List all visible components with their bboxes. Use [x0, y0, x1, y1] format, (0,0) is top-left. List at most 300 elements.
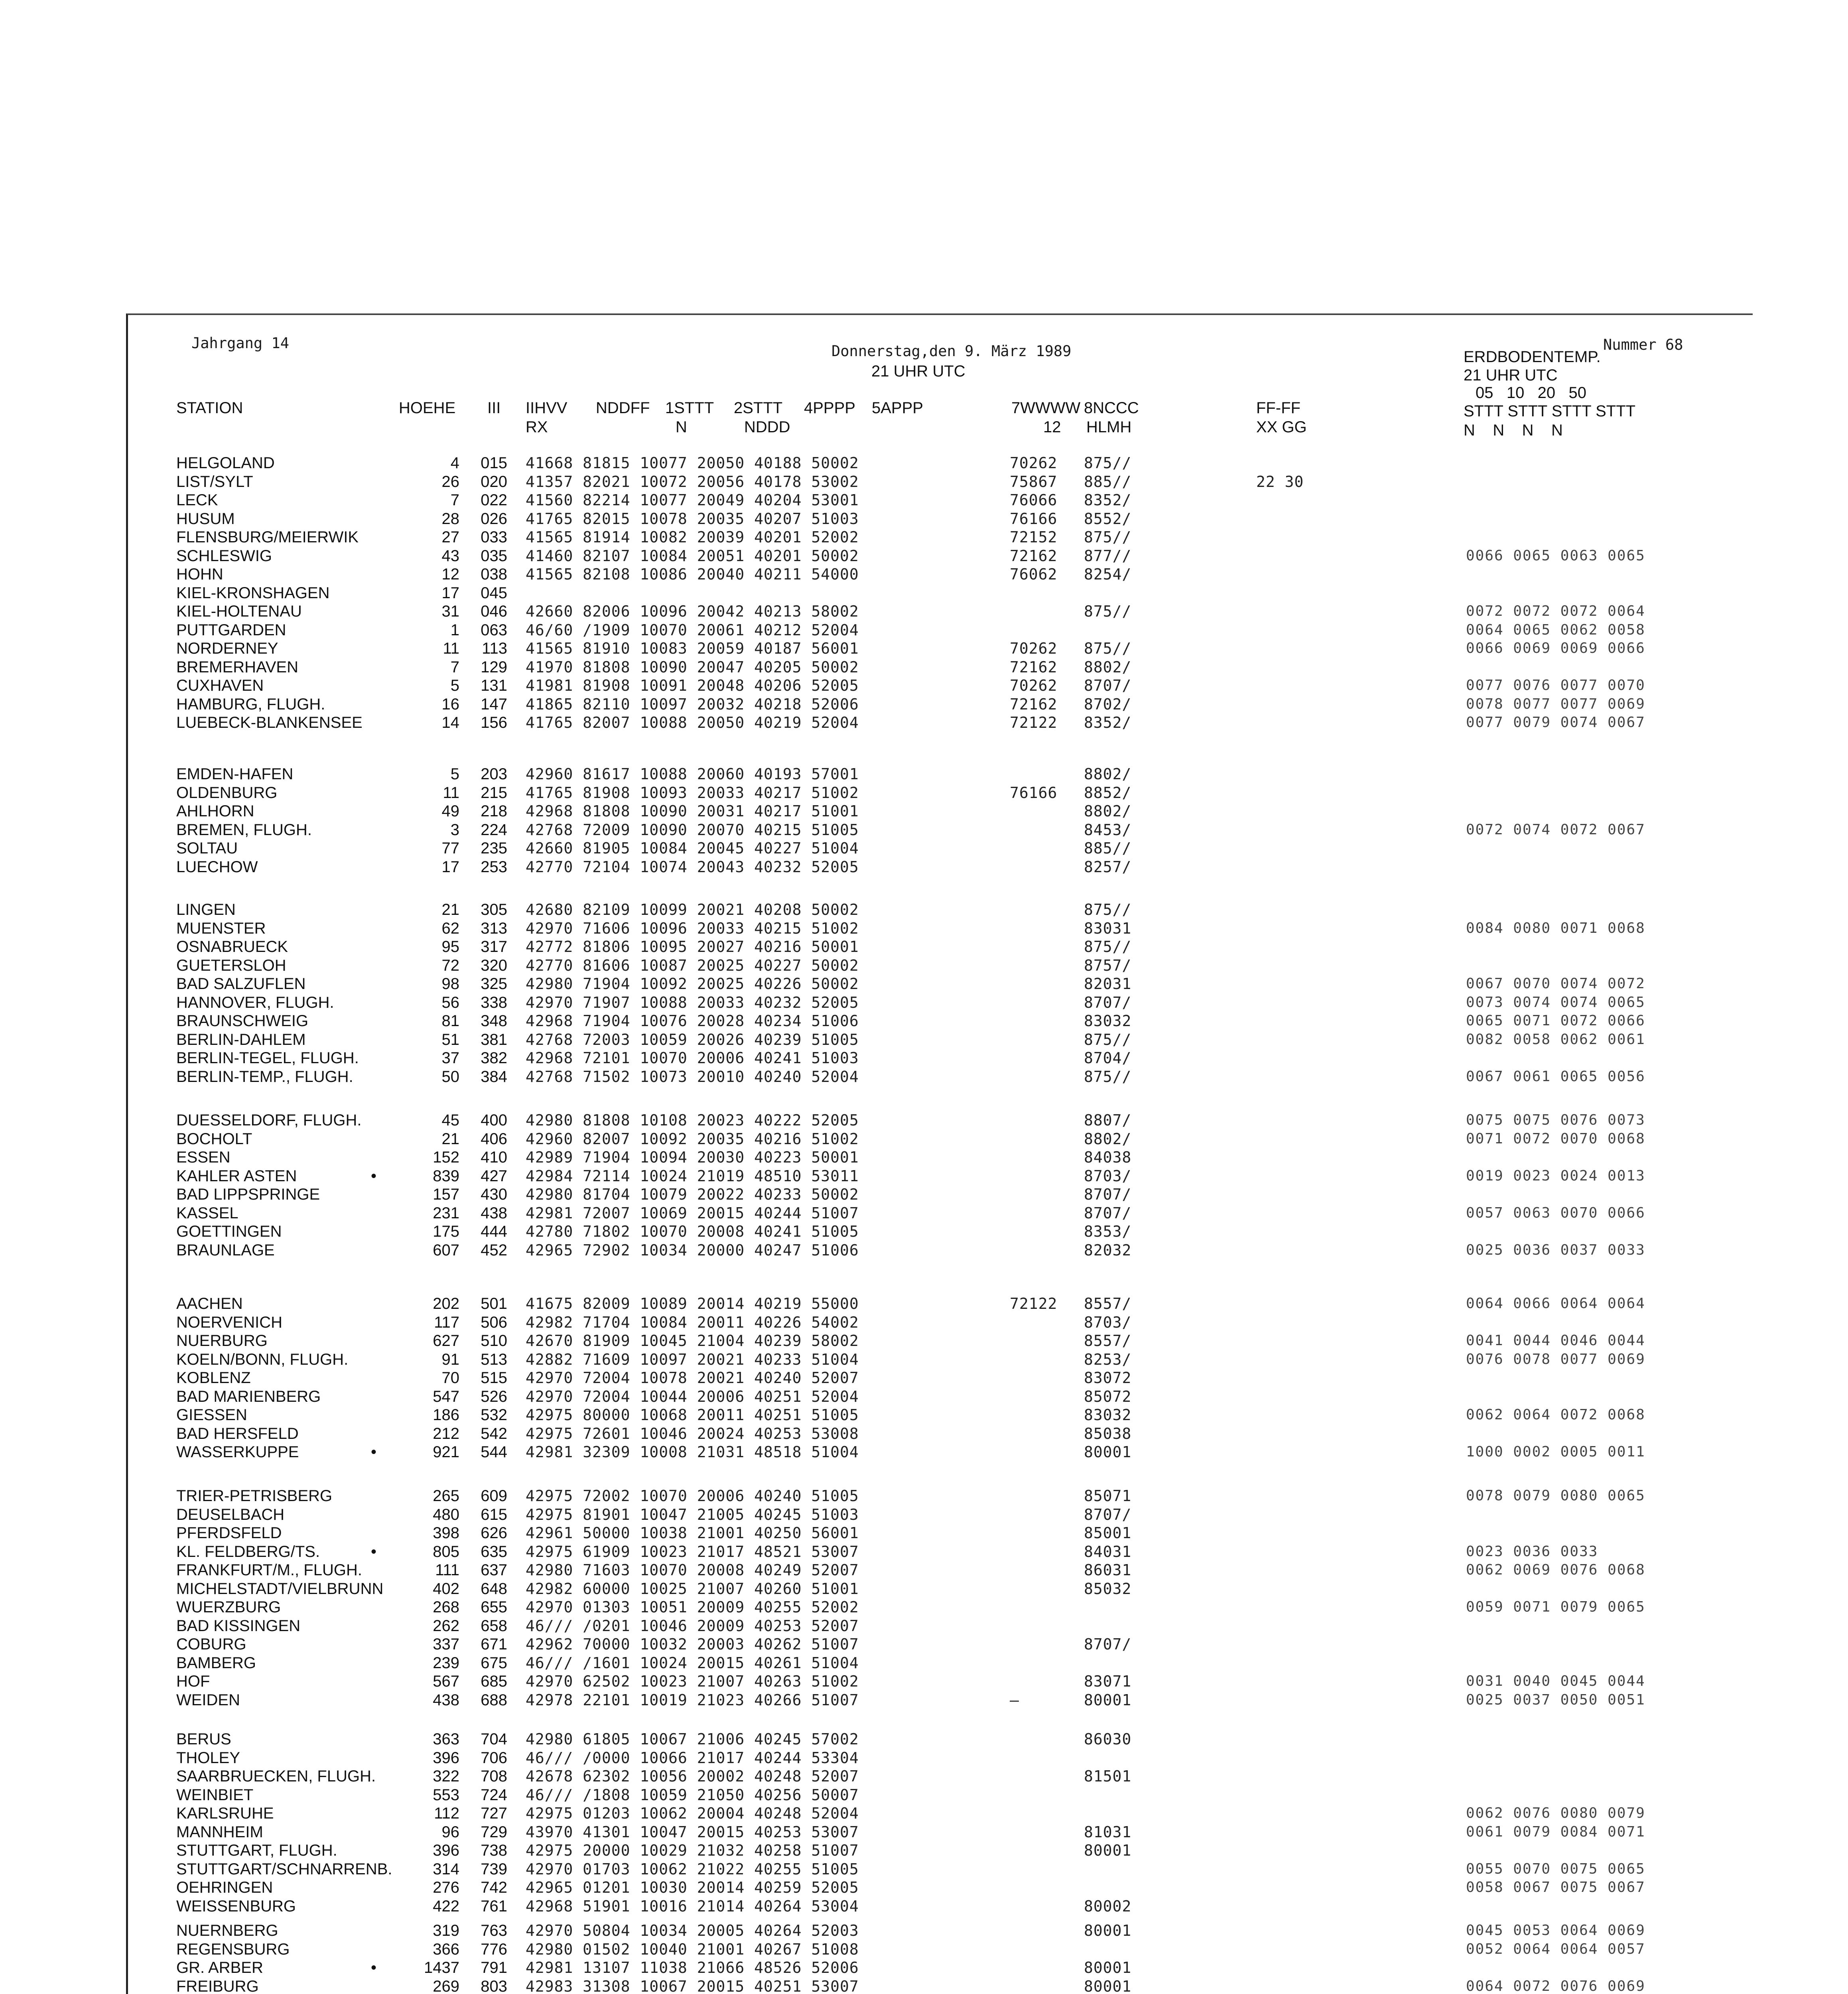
table-row	[0, 584, 1848, 602]
station-height: 77	[441, 839, 459, 857]
station-name: OEHRINGEN	[176, 1879, 273, 1896]
synop-codes: 42975 61909 10023 21017 48521 53007	[526, 1543, 859, 1561]
station-id: 738	[481, 1842, 507, 1859]
table-row	[0, 1959, 1848, 1977]
synop-codes: 41357 82021 10072 20056 40178 53002	[526, 473, 859, 491]
synop-codes: 42680 82109 10099 20021 40208 50002	[526, 901, 859, 918]
station-id: 803	[481, 1978, 507, 1994]
table-row	[0, 695, 1848, 713]
soil-temp: 0059 0071 0079 0065	[1466, 1599, 1645, 1615]
station-id: 675	[481, 1654, 507, 1672]
synop-codes: 41565 82108 10086 20040 40211 54000	[526, 565, 859, 583]
cloud-code: 82032	[1084, 1241, 1132, 1259]
station-name: BREMERHAVEN	[176, 658, 298, 676]
station-name: HOHN	[176, 565, 223, 583]
synop-codes: 41560 82214 10077 20049 40204 53001	[526, 491, 859, 509]
station-name: ESSEN	[176, 1149, 231, 1166]
synop-codes: 42970 71606 10096 20033 40215 51002	[526, 920, 859, 937]
station-name: TRIER-PETRISBERG	[176, 1487, 333, 1505]
synop-codes: 42980 81704 10079 20022 40233 50002	[526, 1186, 859, 1203]
station-height: 480	[433, 1506, 459, 1523]
table-row	[0, 1369, 1848, 1387]
cloud-code: 85071	[1084, 1487, 1132, 1505]
station-name: BAD MARIENBERG	[176, 1388, 321, 1405]
cloud-code: 81501	[1084, 1767, 1132, 1785]
col-hoehe: HOEHE	[399, 399, 456, 417]
table-row	[0, 602, 1848, 621]
weather-code: 72162	[1010, 547, 1058, 565]
station-id: 655	[481, 1598, 507, 1616]
table-row	[0, 919, 1848, 938]
station-height: 175	[433, 1223, 459, 1240]
table-row	[0, 1130, 1848, 1148]
station-name: WASSERKUPPE	[176, 1443, 299, 1461]
synop-codes: 42981 72007 10069 20015 40244 51007	[526, 1204, 859, 1222]
station-height: 27	[441, 528, 459, 546]
erd-title: ERDBODENTEMP.	[1464, 348, 1601, 366]
soil-temp: 0077 0079 0074 0067	[1466, 714, 1645, 731]
synop-codes: 41865 82110 10097 20032 40218 52006	[526, 696, 859, 713]
col-1sttt: 1STTT	[665, 399, 714, 417]
synop-codes: 42970 62502 10023 21007 40263 51002	[526, 1673, 859, 1690]
station-id: 776	[481, 1941, 507, 1958]
station-id: 033	[481, 528, 507, 546]
cloud-code: 8253/	[1084, 1351, 1132, 1368]
table-row	[0, 1487, 1848, 1505]
station-name: GIESSEN	[176, 1406, 247, 1424]
station-name: CUXHAVEN	[176, 677, 264, 694]
weather-code: 70262	[1010, 640, 1058, 657]
soil-temp: 0072 0074 0072 0067	[1466, 822, 1645, 838]
station-height: 17	[441, 858, 459, 876]
table-row	[0, 1406, 1848, 1424]
station-name: PUTTGARDEN	[176, 621, 286, 639]
table-row	[0, 1332, 1848, 1350]
soil-temp: 0073 0074 0074 0065	[1466, 994, 1645, 1011]
station-name: FREIBURG	[176, 1978, 259, 1994]
weather-code: 72162	[1010, 658, 1058, 676]
station-id: 305	[481, 901, 507, 918]
station-height: 366	[433, 1941, 459, 1958]
station-height: 805	[433, 1543, 459, 1561]
cloud-code: 8352/	[1084, 491, 1132, 509]
station-height: 49	[441, 802, 459, 820]
station-id: 658	[481, 1617, 507, 1635]
station-name: HAMBURG, FLUGH.	[176, 696, 325, 713]
synop-codes: 42975 81901 10047 21005 40245 51003	[526, 1506, 859, 1523]
station-height: 314	[433, 1860, 459, 1878]
synop-codes: 42983 31308 10067 20015 40251 53007	[526, 1978, 859, 1994]
cloud-code: 85072	[1084, 1388, 1132, 1405]
station-name: LINGEN	[176, 901, 236, 918]
table-row	[0, 1860, 1848, 1878]
station-id: 203	[481, 765, 507, 783]
cloud-code: 8254/	[1084, 565, 1132, 583]
station-name: FLENSBURG/MEIERWIK	[176, 528, 359, 546]
synop-codes: 42970 72004 10078 20021 40240 52007	[526, 1369, 859, 1387]
station-height: 202	[433, 1295, 459, 1312]
date-label: Donnerstag,den 9. März 1989	[831, 343, 1072, 360]
synop-codes: 42975 72601 10046 20024 40253 53008	[526, 1425, 859, 1442]
table-row	[0, 1425, 1848, 1443]
station-height: 45	[441, 1111, 459, 1129]
station-height: 152	[433, 1149, 459, 1166]
col-1sttt-n: N	[676, 418, 687, 436]
synop-codes: 42960 81617 10088 20060 40193 57001	[526, 765, 859, 783]
soil-temp: 0023 0036 0033	[1466, 1543, 1598, 1560]
station-height: 37	[441, 1049, 459, 1067]
cloud-code: 83032	[1084, 1406, 1132, 1424]
soil-temp: 0058 0067 0075 0067	[1466, 1879, 1645, 1895]
cloud-code: 80001	[1084, 1959, 1132, 1976]
soil-temp: 0067 0070 0074 0072	[1466, 975, 1645, 992]
cloud-code: 8552/	[1084, 510, 1132, 528]
station-id: 406	[481, 1130, 507, 1148]
synop-codes: 41765 82015 10078 20035 40207 51003	[526, 510, 859, 528]
synop-codes: 46/60 /1909 10070 20061 40212 52004	[526, 621, 859, 639]
station-name: WUERZBURG	[176, 1598, 281, 1616]
mountain-marker: •	[371, 1543, 377, 1561]
station-height: 17	[441, 584, 459, 602]
soil-temp: 0064 0066 0064 0064	[1466, 1295, 1645, 1312]
table-row	[0, 1598, 1848, 1616]
station-name: SCHLESWIG	[176, 547, 272, 565]
table-row	[0, 547, 1848, 565]
station-id: 348	[481, 1012, 507, 1030]
cloud-code: 885//	[1084, 473, 1132, 491]
synop-codes: 41668 81815 10077 20050 40188 50002	[526, 454, 859, 472]
synop-codes: 42970 71907 10088 20033 40232 52005	[526, 994, 859, 1011]
soil-temp: 0066 0069 0069 0066	[1466, 640, 1645, 656]
soil-temp: 0061 0079 0084 0071	[1466, 1824, 1645, 1840]
erd-stt: STTT STTT STTT STTT	[1464, 402, 1636, 420]
table-row	[0, 900, 1848, 919]
station-name: GUETERSLOH	[176, 957, 286, 974]
station-name: STUTTGART, FLUGH.	[176, 1842, 337, 1859]
station-id: 526	[481, 1388, 507, 1405]
station-name: KL. FELDBERG/TS.	[176, 1543, 320, 1561]
station-id: 609	[481, 1487, 507, 1505]
station-id: 671	[481, 1635, 507, 1653]
station-name: BERLIN-TEMP., FLUGH.	[176, 1068, 353, 1086]
station-name: WEINBIET	[176, 1786, 254, 1804]
table-row	[0, 1940, 1848, 1959]
station-name: BAD LIPPSPRINGE	[176, 1186, 320, 1203]
soil-temp: 1000 0002 0005 0011	[1466, 1444, 1645, 1460]
table-row	[0, 1897, 1848, 1915]
station-name: BRAUNSCHWEIG	[176, 1012, 309, 1030]
station-id: 038	[481, 565, 507, 583]
station-name: MUENSTER	[176, 920, 266, 937]
table-row	[0, 1012, 1848, 1030]
station-height: 56	[441, 994, 459, 1011]
cloud-code: 85032	[1084, 1580, 1132, 1598]
station-id: 742	[481, 1879, 507, 1896]
col-7wwww: 7WWWW	[1011, 399, 1081, 417]
synop-codes: 42965 01201 10030 20014 40259 52005	[526, 1879, 859, 1896]
station-id: 635	[481, 1543, 507, 1561]
station-height: 4	[450, 454, 459, 472]
station-name: OLDENBURG	[176, 784, 278, 802]
table-row	[0, 1767, 1848, 1785]
station-height: 212	[433, 1425, 459, 1442]
station-height: 363	[433, 1730, 459, 1748]
weather-code: 72162	[1010, 696, 1058, 713]
station-name: MANNHEIM	[176, 1823, 263, 1841]
station-id: 320	[481, 957, 507, 974]
station-height: 11	[443, 640, 459, 657]
synop-codes: 42982 71704 10084 20011 40226 54002	[526, 1314, 859, 1331]
synop-codes: 42981 13107 11038 21066 48526 52006	[526, 1959, 859, 1976]
table-row	[0, 491, 1848, 509]
station-name: THOLEY	[176, 1749, 240, 1767]
station-height: 322	[433, 1767, 459, 1785]
col-iihvv: IIHVV	[526, 399, 567, 417]
station-height: 269	[433, 1978, 459, 1994]
synop-codes: 42980 61805 10067 21006 40245 57002	[526, 1730, 859, 1748]
station-name: REGENSBURG	[176, 1941, 290, 1958]
synop-codes: 42768 72003 10059 20026 40239 51005	[526, 1031, 859, 1048]
synop-codes: 42768 72009 10090 20070 40215 51005	[526, 821, 859, 839]
cloud-code: 82031	[1084, 975, 1132, 993]
table-row	[0, 1505, 1848, 1524]
station-name: KARLSRUHE	[176, 1805, 274, 1822]
station-name: KASSEL	[176, 1204, 238, 1222]
table-row	[0, 1295, 1848, 1313]
table-row	[0, 1749, 1848, 1767]
table-row	[0, 658, 1848, 676]
synop-codes: 42975 20000 10029 21032 40258 51007	[526, 1842, 859, 1859]
synop-codes: 43970 41301 10047 20015 40253 53007	[526, 1823, 859, 1841]
table-row	[0, 1443, 1848, 1461]
station-id: 510	[481, 1332, 507, 1350]
station-id: 235	[481, 839, 507, 857]
cloud-code: 81031	[1084, 1823, 1132, 1841]
station-id: 063	[481, 621, 507, 639]
soil-temp: 0082 0058 0062 0061	[1466, 1031, 1645, 1048]
cloud-code: 8704/	[1084, 1049, 1132, 1067]
col-2sttt: 2STTT	[734, 399, 783, 417]
cloud-code: 8802/	[1084, 765, 1132, 783]
station-name: PFERDSFELD	[176, 1524, 282, 1542]
cloud-code: 8557/	[1084, 1332, 1132, 1350]
jahrgang-label: Jahrgang 14	[191, 335, 290, 352]
table-row	[0, 454, 1848, 472]
station-height: 117	[434, 1314, 459, 1331]
station-name: HOF	[176, 1673, 210, 1690]
station-name: KAHLER ASTEN	[176, 1167, 297, 1185]
station-id: 338	[481, 994, 507, 1011]
soil-temp: 0078 0077 0077 0069	[1466, 696, 1645, 712]
station-name: HELGOLAND	[176, 454, 275, 472]
table-row	[0, 510, 1848, 528]
station-id: 648	[481, 1580, 507, 1598]
synop-codes: 46/// /1601 10024 20015 40261 51004	[526, 1654, 859, 1672]
station-id: 026	[481, 510, 507, 528]
table-row	[0, 1543, 1848, 1561]
station-height: 50	[441, 1068, 459, 1086]
station-height: 5	[450, 677, 459, 694]
station-name: BAD HERSFELD	[176, 1425, 299, 1442]
station-height: 95	[441, 938, 459, 956]
cloud-code: 8757/	[1084, 957, 1132, 974]
weather-code: 76062	[1010, 565, 1058, 583]
weather-code: 75867	[1010, 473, 1058, 491]
synop-codes: 42770 81606 10087 20025 40227 50002	[526, 957, 859, 974]
station-name: BREMEN, FLUGH.	[176, 821, 312, 839]
cloud-code: 875//	[1084, 528, 1132, 546]
synop-codes: 42770 72104 10074 20043 40232 52005	[526, 858, 859, 876]
table-row	[0, 1841, 1848, 1860]
cloud-code: 84038	[1084, 1149, 1132, 1166]
synop-codes: 42970 72004 10044 20006 40251 52004	[526, 1388, 859, 1405]
station-id: 444	[481, 1223, 507, 1240]
col-iii: III	[487, 399, 501, 417]
table-row	[0, 1654, 1848, 1672]
cloud-code: 8703/	[1084, 1167, 1132, 1185]
station-height: 111	[435, 1561, 459, 1579]
weather-code: 72152	[1010, 528, 1058, 546]
table-row	[0, 1977, 1848, 1994]
station-height: 239	[433, 1654, 459, 1672]
cloud-code: 83031	[1084, 920, 1132, 937]
station-id: 022	[481, 491, 507, 509]
table-row	[0, 1241, 1848, 1259]
table-row	[0, 713, 1848, 732]
station-height: 112	[434, 1805, 459, 1822]
station-height: 186	[433, 1406, 459, 1424]
table-row	[0, 784, 1848, 802]
weather-code: 76066	[1010, 491, 1058, 509]
table-row	[0, 1222, 1848, 1241]
station-name: BAD KISSINGEN	[176, 1617, 301, 1635]
col-hlmh: HLMH	[1086, 418, 1132, 436]
station-name: BRAUNLAGE	[176, 1241, 275, 1259]
station-name: GOETTINGEN	[176, 1223, 282, 1240]
cloud-code: 80001	[1084, 1842, 1132, 1859]
table-row	[0, 1804, 1848, 1823]
station-name: HUSUM	[176, 510, 235, 528]
station-height: 398	[433, 1524, 459, 1542]
synop-codes: 41675 82009 10089 20014 40219 55000	[526, 1295, 859, 1312]
station-name: WEISSENBURG	[176, 1897, 296, 1915]
station-name: HANNOVER, FLUGH.	[176, 994, 334, 1011]
station-id: 542	[481, 1425, 507, 1442]
table-row	[0, 1672, 1848, 1691]
cloud-code: 877//	[1084, 547, 1132, 565]
station-height: 627	[433, 1332, 459, 1350]
cloud-code: 8852/	[1084, 784, 1132, 802]
station-height: 337	[433, 1635, 459, 1653]
synop-codes: 41765 82007 10088 20050 40219 52004	[526, 714, 859, 731]
gust-code: 22 30	[1256, 473, 1304, 491]
weather-code: 70262	[1010, 454, 1058, 472]
station-id: 317	[481, 938, 507, 956]
station-height: 31	[441, 603, 459, 620]
table-row	[0, 639, 1848, 658]
station-height: 231	[433, 1204, 459, 1222]
station-id: 515	[481, 1369, 507, 1387]
cloud-code: 8707/	[1084, 677, 1132, 694]
soil-temp: 0084 0080 0071 0068	[1466, 920, 1645, 936]
table-row	[0, 1730, 1848, 1748]
synop-codes: 42968 72101 10070 20006 40241 51003	[526, 1049, 859, 1067]
soil-temp: 0066 0065 0063 0065	[1466, 548, 1645, 564]
station-name: NOERVENICH	[176, 1314, 282, 1331]
station-height: 157	[433, 1186, 459, 1203]
cloud-code: 86031	[1084, 1561, 1132, 1579]
cloud-code: 8257/	[1084, 858, 1132, 876]
station-id: 763	[481, 1922, 507, 1939]
station-height: 547	[433, 1388, 459, 1405]
station-id: 729	[481, 1823, 507, 1841]
station-id: 706	[481, 1749, 507, 1767]
erd-time: 21 UHR UTC	[1464, 366, 1558, 384]
cloud-code: 8707/	[1084, 1506, 1132, 1523]
station-name: BERLIN-DAHLEM	[176, 1031, 306, 1048]
station-height: 43	[441, 547, 459, 565]
soil-temp: 0062 0064 0072 0068	[1466, 1407, 1645, 1423]
station-id: 438	[481, 1204, 507, 1222]
station-height: 1	[450, 621, 459, 639]
cloud-code: 875//	[1084, 1068, 1132, 1086]
synop-codes: 42975 72002 10070 20006 40240 51005	[526, 1487, 859, 1505]
station-height: 262	[433, 1617, 459, 1635]
table-row	[0, 956, 1848, 975]
soil-temp: 0072 0072 0072 0064	[1466, 603, 1645, 619]
table-row	[0, 1350, 1848, 1369]
cloud-code: 875//	[1084, 454, 1132, 472]
station-id: 313	[481, 920, 507, 937]
table-row	[0, 1313, 1848, 1332]
station-height: 5	[450, 765, 459, 783]
table-row	[0, 938, 1848, 956]
time-label: 21 UHR UTC	[871, 363, 965, 380]
station-name: NORDERNEY	[176, 640, 278, 657]
col-nddff: NDDFF	[596, 399, 650, 417]
soil-temp: 0065 0071 0072 0066	[1466, 1013, 1645, 1029]
station-id: 218	[481, 802, 507, 820]
station-height: 21	[441, 901, 459, 918]
station-id: 739	[481, 1860, 507, 1878]
col-8nccc: 8NCCC	[1084, 399, 1139, 417]
weather-code: 72122	[1010, 714, 1058, 731]
soil-temp: 0077 0076 0077 0070	[1466, 677, 1645, 694]
synop-codes: 42780 71802 10070 20008 40241 51005	[526, 1223, 859, 1240]
station-name: OSNABRUECK	[176, 938, 288, 956]
table-row	[0, 1561, 1848, 1579]
station-id: 113	[482, 640, 507, 657]
station-id: 727	[481, 1805, 507, 1822]
table-row	[0, 1635, 1848, 1653]
table-row	[0, 1387, 1848, 1406]
station-id: 384	[481, 1068, 507, 1086]
cloud-code: 8557/	[1084, 1295, 1132, 1312]
synop-codes: 42968 81808 10090 20031 40217 51001	[526, 802, 859, 820]
station-name: FRANKFURT/M., FLUGH.	[176, 1561, 362, 1579]
synop-codes: 42970 01703 10062 21022 40255 51005	[526, 1860, 859, 1878]
soil-temp: 0078 0079 0080 0065	[1466, 1488, 1645, 1504]
nummer-label: Nummer 68	[1603, 336, 1683, 353]
synop-codes: 42962 70000 10032 20003 40262 51007	[526, 1635, 859, 1653]
synop-codes: 41765 81908 10093 20033 40217 51002	[526, 784, 859, 802]
station-height: 98	[441, 975, 459, 993]
synop-codes: 42965 72902 10034 20000 40247 51006	[526, 1241, 859, 1259]
col-nddd: NDDD	[744, 418, 790, 436]
synop-codes: 46/// /0201 10046 20009 40253 52007	[526, 1617, 859, 1635]
table-row	[0, 1204, 1848, 1222]
synop-codes: 42660 82006 10096 20042 40213 58002	[526, 603, 859, 620]
